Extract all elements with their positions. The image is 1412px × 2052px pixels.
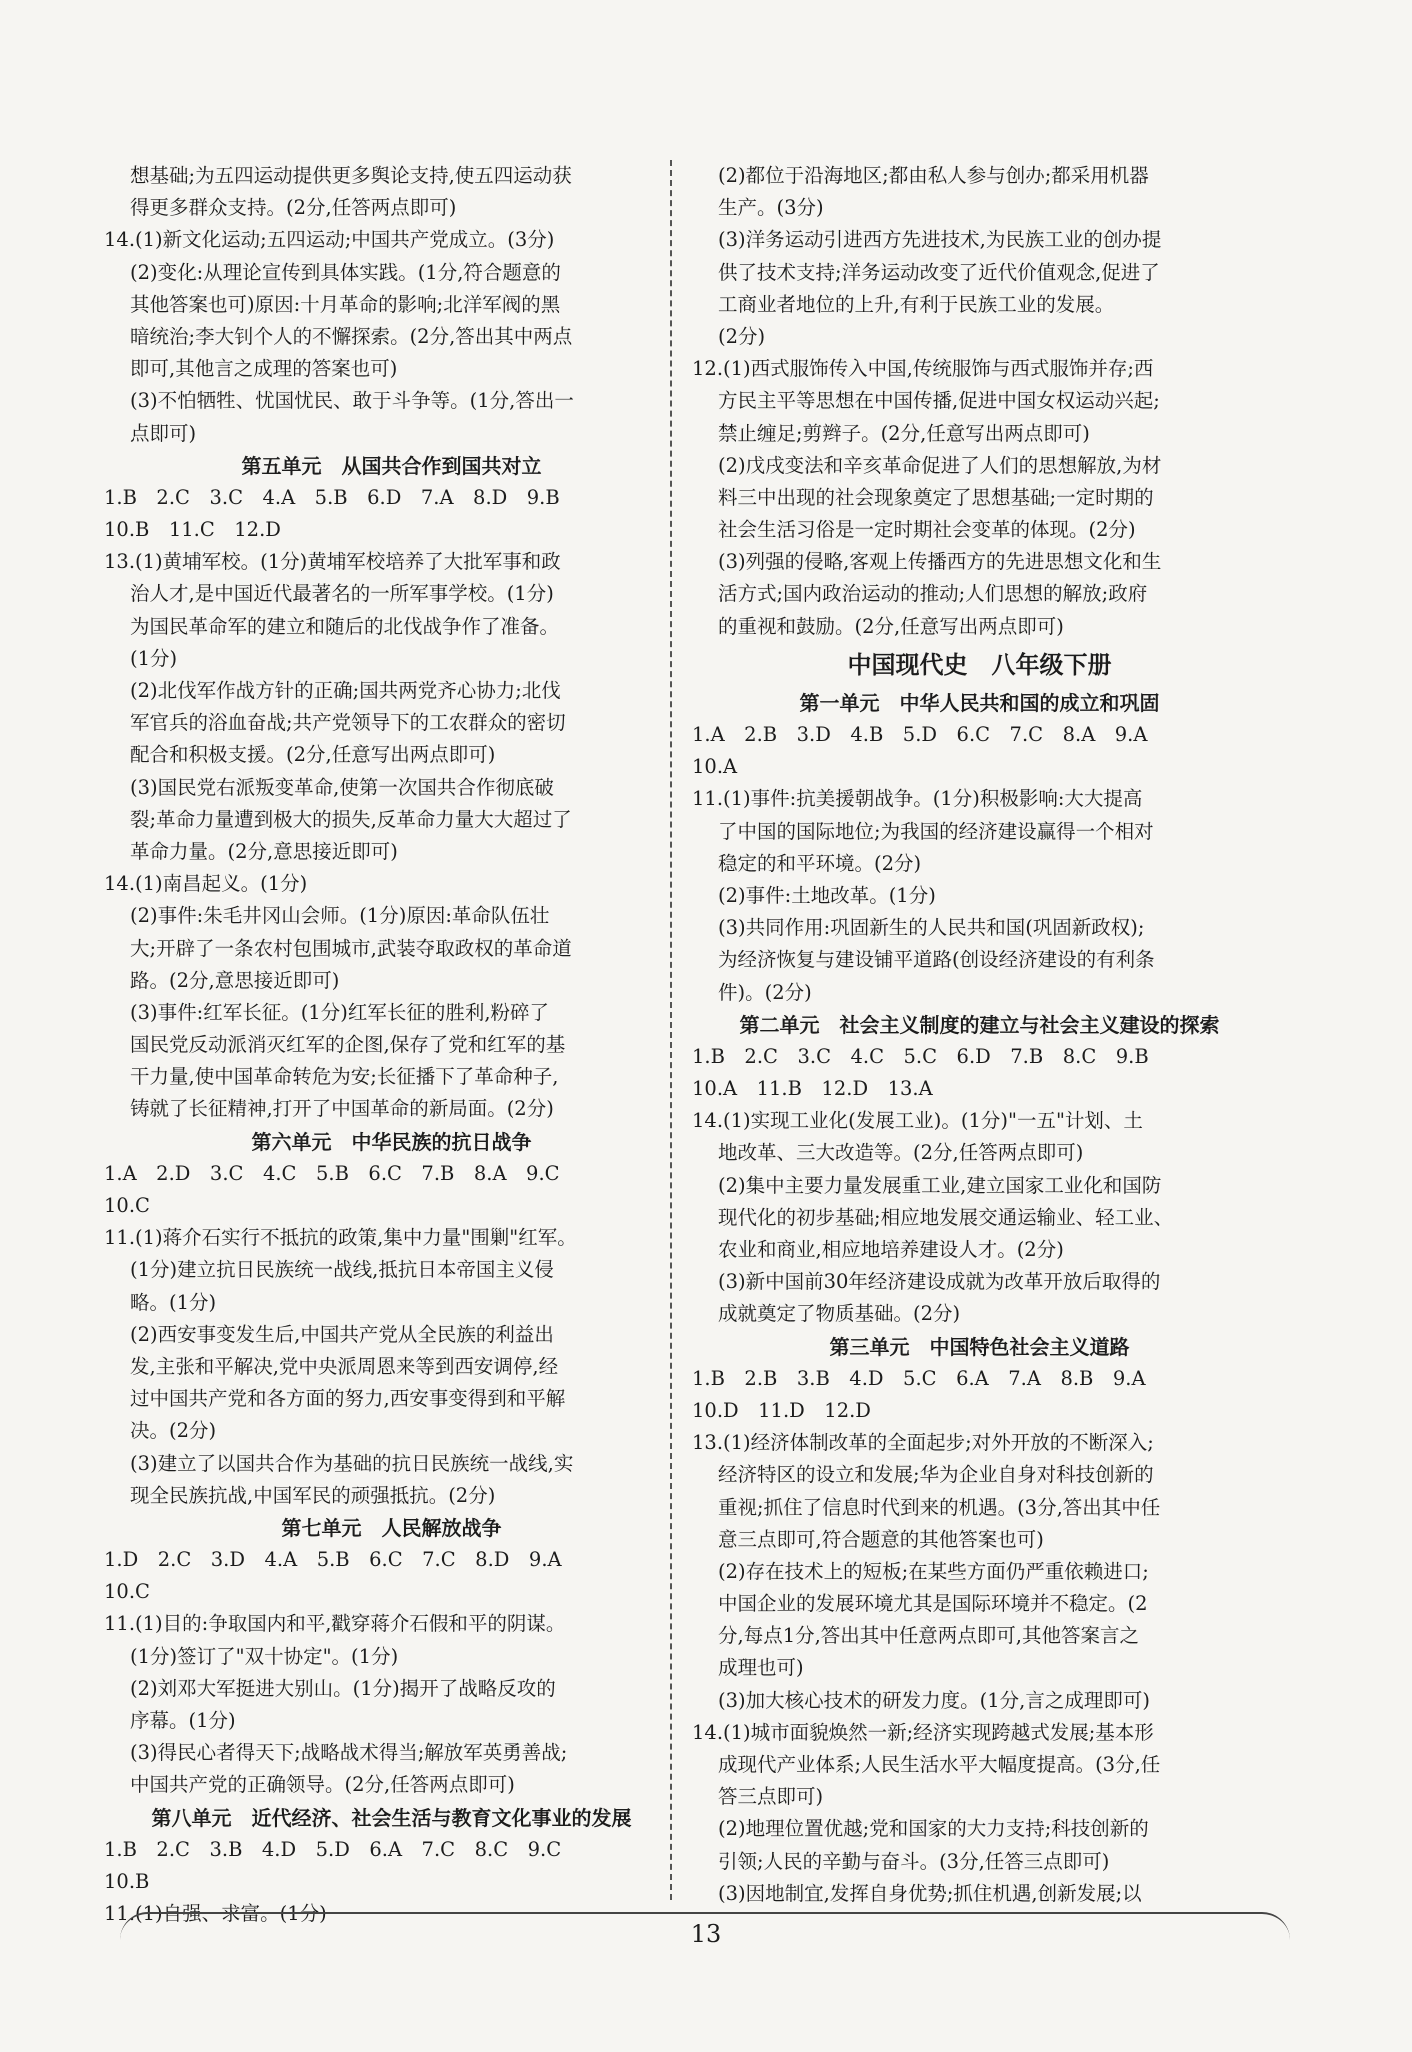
text-line: (3)共同作用:巩固新生的人民共和国(巩固新政权);: [718, 916, 1145, 940]
text-line: 路。(2分,意思接近即可): [130, 968, 340, 992]
text-line: (1分)建立抗日民族统一战线,抵抗日本帝国主义侵: [130, 1258, 554, 1282]
text-line: 10.B: [104, 1869, 150, 1893]
text-line: (2)存在技术上的短板;在某些方面仍严重依赖进口;: [718, 1559, 1149, 1583]
text-line: 生产。(3分): [718, 196, 824, 220]
text-line: 10.D 11.D 12.D: [692, 1398, 871, 1422]
text-line: 10.C: [104, 1194, 150, 1217]
text-line: 12.(1)西式服饰传入中国,传统服饰与西式服饰并存;西: [692, 357, 1154, 381]
text-line: (1分): [130, 646, 178, 670]
text-line: 成现代产业体系;人民生活水平大幅度提高。(3分,任: [718, 1753, 1161, 1776]
text-line: 工商业者地位的上升,有利于民族工业的发展。: [718, 292, 1115, 316]
unit-heading: 第六单元 中华民族的抗日战争: [251, 1129, 532, 1154]
text-line: (2分): [718, 324, 766, 348]
text-line: 10.A 11.B 12.D 13.A: [692, 1077, 933, 1101]
text-line: 其他答案也可)原因:十月革命的影响;北洋军阀的黑: [130, 292, 561, 316]
text-line: (2)变化:从理论宣传到具体实践。(1分,符合题意的: [130, 260, 561, 284]
text-line: 13.(1)经济体制改革的全面起步;对外开放的不断深入;: [692, 1431, 1154, 1455]
text-line: 14.(1)新文化运动;五四运动;中国共产党成立。(3分): [104, 228, 555, 252]
text-line: 13.(1)黄埔军校。(1分)黄埔军校培养了大批军事和政: [104, 550, 561, 574]
text-line: 10.B 11.C 12.D: [104, 518, 281, 542]
text-line: 铸就了长征精神,打开了中国革命的新局面。(2分): [130, 1097, 554, 1121]
unit-heading: 第二单元 社会主义制度的建立与社会主义建设的探索: [739, 1012, 1220, 1037]
text-line: (2)事件:朱毛井冈山会师。(1分)原因:革命队伍壮: [130, 904, 550, 928]
text-line: (3)得民心者得天下;战略战术得当;解放军英勇善战;: [130, 1741, 568, 1765]
text-line: 11.(1)蒋介石实行不抵抗的政策,集中力量"围剿"红军。: [104, 1226, 577, 1250]
text-line: 1.A 2.B 3.D 4.B 5.D 6.C 7.C 8.A 9.A: [692, 723, 1148, 746]
text-line: (2)刘邓大军挺进大别山。(1分)揭开了战略反攻的: [130, 1676, 556, 1700]
text-line: 农业和商业,相应地培养建设人才。(2分): [718, 1238, 1064, 1261]
text-line: (3)新中国前30年经济建设成就为改革开放后取得的: [718, 1270, 1161, 1294]
text-line: 意三点即可,符合题意的其他答案也可): [718, 1527, 1044, 1551]
page-number: 13: [690, 1920, 722, 1948]
unit-heading: 第八单元 近代经济、社会生活与教育文化事业的发展: [151, 1805, 632, 1830]
text-line: 发,主张和平解决,党中央派周恩来等到西安调停,经: [130, 1354, 559, 1378]
text-line: 国民党反动派消灭红军的企图,保存了党和红军的基: [130, 1033, 566, 1057]
text-line: 想基础;为五四运动提供更多舆论支持,使五四运动获: [130, 164, 572, 187]
text-line: (2)集中主要力量发展重工业,建立国家工业化和国防: [718, 1173, 1162, 1197]
text-line: 11.(1)事件:抗美援朝战争。(1分)积极影响:大大提高: [692, 787, 1143, 811]
text-line: 决。(2分): [130, 1419, 217, 1443]
text-line: 分,每点1分,答出其中任意两点即可,其他答案言之: [718, 1624, 1140, 1648]
text-line: 了中国的国际地位;为我国的经济建设赢得一个相对: [718, 819, 1154, 843]
text-line: 暗统治;李大钊个人的不懈探索。(2分,答出其中两点: [130, 324, 573, 348]
text-line: 引领;人民的辛勤与奋斗。(3分,任答三点即可): [718, 1849, 1110, 1873]
text-line: (3)国民党右派叛变革命,使第一次国共合作彻底破: [130, 775, 554, 799]
text-line: 中国共产党的正确领导。(2分,任答两点即可): [130, 1773, 515, 1797]
text-line: 料三中出现的社会现象奠定了思想基础;一定时期的: [718, 485, 1154, 509]
text-line: 供了技术支持;洋务运动改变了近代价值观念,促进了: [718, 260, 1160, 284]
text-line: 方民主平等思想在中国传播,促进中国女权运动兴起;: [718, 389, 1160, 413]
unit-heading: 第一单元 中华人民共和国的成立和巩固: [799, 690, 1160, 715]
text-line: 1.B 2.B 3.B 4.D 5.C 6.A 7.A 8.B 9.A: [692, 1366, 1146, 1390]
text-line: (3)不怕牺牲、忧国忧民、敢于斗争等。(1分,答出一: [130, 389, 574, 413]
text-line: 1.B 2.C 3.C 4.C 5.C 6.D 7.B 8.C 9.B: [692, 1044, 1149, 1068]
text-line: (1分)签订了"双十协定"。(1分): [130, 1644, 399, 1668]
text-line: (2)事件:土地改革。(1分): [718, 883, 936, 907]
text-line: 14.(1)实现工业化(发展工业)。(1分)"一五"计划、土: [692, 1109, 1143, 1133]
text-line: 14.(1)南昌起义。(1分): [104, 872, 308, 896]
text-line: (3)列强的侵略,客观上传播西方的先进思想文化和生: [718, 550, 1162, 574]
text-line: 10.A: [692, 755, 738, 779]
text-line: 中国企业的发展环境尤其是国际环境并不稳定。(2: [718, 1592, 1148, 1616]
text-line: 14.(1)城市面貌焕然一新;经济实现跨越式发展;基本形: [692, 1720, 1154, 1744]
text-line: 答三点即可): [718, 1785, 824, 1809]
text-line: 现全民族抗战,中国军民的顽强抵抗。(2分): [130, 1483, 496, 1507]
text-line: 禁止缠足;剪辫子。(2分,任意写出两点即可): [718, 421, 1090, 445]
text-line: 即可,其他言之成理的答案也可): [130, 357, 398, 381]
right-column: [692, 160, 1267, 1910]
text-line: 1.A 2.D 3.C 4.C 5.B 6.C 7.B 8.A 9.C: [104, 1161, 560, 1185]
text-line: 得更多群众支持。(2分,任答两点即可): [130, 196, 457, 220]
text-line: 经济特区的设立和发展;华为企业自身对科技创新的: [718, 1463, 1154, 1487]
text-line: 件)。(2分): [718, 980, 812, 1004]
text-line: (3)加大核心技术的研发力度。(1分,言之成理即可): [718, 1688, 1150, 1712]
unit-heading: 第五单元 从国共合作到国共对立: [241, 453, 542, 478]
text-line: (2)都位于沿海地区;都由私人参与创办;都采用机器: [718, 164, 1149, 187]
text-line: 裂;革命力量遭到极大的损失,反革命力量大大超过了: [130, 807, 572, 831]
text-line: (3)洋务运动引进西方先进技术,为民族工业的创办提: [718, 228, 1162, 252]
text-line: 成就奠定了物质基础。(2分): [718, 1302, 961, 1326]
text-line: 点即可): [130, 421, 197, 445]
text-line: 成理也可): [718, 1656, 804, 1680]
text-line: 治人才,是中国近代最著名的一所军事学校。(1分): [130, 582, 554, 606]
text-line: (2)西安事变发生后,中国共产党从全民族的利益出: [130, 1322, 554, 1346]
unit-heading: 第三单元 中国特色社会主义道路: [829, 1334, 1130, 1359]
text-line: 革命力量。(2分,意思接近即可): [130, 839, 398, 863]
text-line: 军官兵的浴血奋战;共产党领导下的工农群众的密切: [130, 711, 566, 735]
text-line: 重视;抓住了信息时代到来的机遇。(3分,答出其中任: [718, 1495, 1161, 1519]
text-line: (3)事件:红军长征。(1分)红军长征的胜利,粉碎了: [130, 1000, 550, 1024]
text-line: 11.(1)自强、求富。(1分): [104, 1902, 327, 1926]
text-line: 为国民革命军的建立和随后的北伐战争作了准备。: [130, 614, 560, 638]
text-line: (2)北伐军作战方针的正确;国共两党齐心协力;北伐: [130, 679, 561, 702]
text-line: 地改革、三大改造等。(2分,任答两点即可): [718, 1141, 1084, 1165]
text-line: (2)地理位置优越;党和国家的大力支持;科技创新的: [718, 1817, 1149, 1841]
text-line: 10.C: [104, 1580, 150, 1604]
text-line: 活方式;国内政治运动的推动;人们思想的解放;政府: [718, 582, 1148, 606]
column-divider: [670, 160, 672, 1900]
text-line: 社会生活习俗是一定时期社会变革的体现。(2分): [718, 518, 1136, 542]
text-line: 干力量,使中国革命转危为安;长征播下了革命种子,: [130, 1065, 559, 1089]
unit-heading: 第七单元 人民解放战争: [281, 1515, 502, 1540]
text-line: 过中国共产党和各方面的努力,西安事变得到和平解: [130, 1387, 566, 1411]
section-title: 中国现代史 八年级下册: [847, 650, 1112, 679]
text-line: (3)因地制宜,发挥自身优势;抓住机遇,创新发展;以: [718, 1881, 1142, 1905]
text-line: 稳定的和平环境。(2分): [718, 851, 922, 875]
text-line: 1.B 2.C 3.B 4.D 5.D 6.A 7.C 8.C 9.C: [104, 1837, 562, 1861]
text-line: (2)戊戌变法和辛亥革命促进了人们的思想解放,为材: [718, 453, 1162, 477]
text-line: (3)建立了以国共合作为基础的抗日民族统一战线,实: [130, 1451, 574, 1475]
left-column: [104, 160, 679, 1930]
text-line: 序幕。(1分): [130, 1709, 236, 1732]
text-line: 的重视和鼓励。(2分,任意写出两点即可): [718, 614, 1064, 638]
text-line: 为经济恢复与建设铺平道路(创设经济建设的有利条: [718, 948, 1155, 972]
text-line: 大;开辟了一条农村包围城市,武装夺取政权的革命道: [130, 936, 572, 960]
text-line: 1.D 2.C 3.D 4.A 5.B 6.C 7.C 8.D 9.A: [104, 1548, 562, 1572]
text-line: 11.(1)目的:争取国内和平,戳穿蒋介石假和平的阴谋。: [104, 1612, 566, 1636]
text-line: 1.B 2.C 3.C 4.A 5.B 6.D 7.A 8.D 9.B: [104, 485, 560, 509]
text-line: 配合和积极支援。(2分,任意写出两点即可): [130, 743, 496, 767]
text-line: 略。(1分): [130, 1290, 217, 1314]
text-line: 现代化的初步基础;相应地发展交通运输业、轻工业、: [718, 1205, 1174, 1229]
